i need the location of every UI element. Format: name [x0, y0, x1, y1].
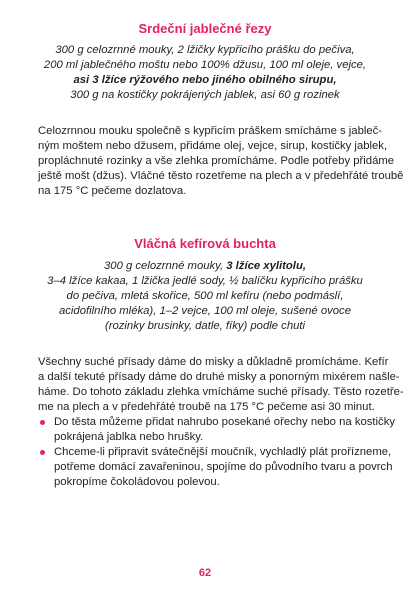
ingredient-line: asi 3 lžíce rýžového nebo jiného obilného sirupu, [73, 74, 337, 86]
recipe-title-apple-bars: Srdeční jablečné řezy [138, 21, 272, 36]
method-line: propláchnuté rozinky a vše zlehka promícháme. Podle potřeby přidáme [38, 155, 395, 167]
ingredient-line: acidofilního mléka), 1–2 vejce, 100 ml oleje, sušené ovoce [58, 305, 351, 317]
recipe-method-kefir-cake [38, 355, 404, 415]
ingredient-line: (rozinky brusinky, datle, fíky) podle chuti [104, 320, 306, 332]
recipe-tips-list [38, 415, 395, 490]
tip-item [38, 415, 395, 445]
ingredient-text: 300 g celozrnné mouky, [104, 260, 227, 272]
method-line: a další tekuté přísady dáme do druhé misky a ponorným mixérem našle- [38, 371, 400, 383]
method-line: me na plech a v předehřáté troubě na 175 °C pečeme asi 30 minut. [38, 401, 375, 413]
method-line: ještě mošt (džus). Vláčné těsto rozetřeme na plech a v předehřáté troubě [38, 170, 404, 182]
recipe-method-apple-bars [38, 124, 404, 199]
recipe-title-kefir-cake: Vláčná kefírová buchta [134, 236, 276, 251]
tip-line: pokropíme čokoládovou polevou. [54, 476, 220, 488]
recipe-ingredients-apple-bars [20, 43, 390, 103]
tip-line: potřeme domácí zavařeninou, spojíme do původního tvaru a povrch [54, 461, 393, 473]
tip-item [38, 445, 393, 490]
method-line: ným moštem nebo džusem, přidáme olej, vejce, sirup, kostičky jablek, [38, 140, 388, 152]
recipe-ingredients-kefir-cake [20, 259, 390, 334]
ingredient-line: do pečiva, mletá skořice, 500 ml kefíru (nebo podmáslí, [66, 290, 344, 302]
ingredient-text-strong: 3 lžíce xylitolu, [226, 260, 306, 272]
ingredient-line: 200 ml jablečného moštu nebo 100% džusu, 100 ml oleje, vejce, [43, 59, 367, 71]
method-line: Celozrnnou mouku společně s kypřicím práškem smícháme s jableč- [38, 125, 383, 137]
bullet-dot-icon [40, 420, 45, 425]
ingredient-line: 300 g na kostičky pokrájených jablek, asi 60 g rozinek [70, 89, 340, 101]
page-number: 62 [198, 567, 212, 579]
ingredient-line: 3–4 lžíce kakaa, 1 lžička jedlé sody, ½ balíčku kypřicího prášku [47, 275, 363, 287]
ingredient-line [20, 259, 390, 274]
bullet-dot-icon [40, 450, 45, 455]
tip-line: Do těsta můžeme přidat nahrubo posekané ořechy nebo na kostičky [54, 416, 395, 428]
tip-line: Chceme-li připravit svátečnější moučník, vychladlý plát prořízneme, [54, 446, 392, 458]
tip-line: pokrájená jablka nebo hrušky. [54, 431, 204, 443]
method-line: háme. Do tohoto základu zlehka vmícháme suché přísady. Těsto rozetře- [38, 386, 404, 398]
method-line: Všechny suché přísady dáme do misky a důkladně promícháme. Kefír [38, 356, 389, 368]
ingredient-line: 300 g celozrnné mouky, 2 lžičky kypřicího prášku do pečiva, [55, 44, 355, 56]
method-line: na 175 °C pečeme dozlatova. [38, 185, 187, 197]
